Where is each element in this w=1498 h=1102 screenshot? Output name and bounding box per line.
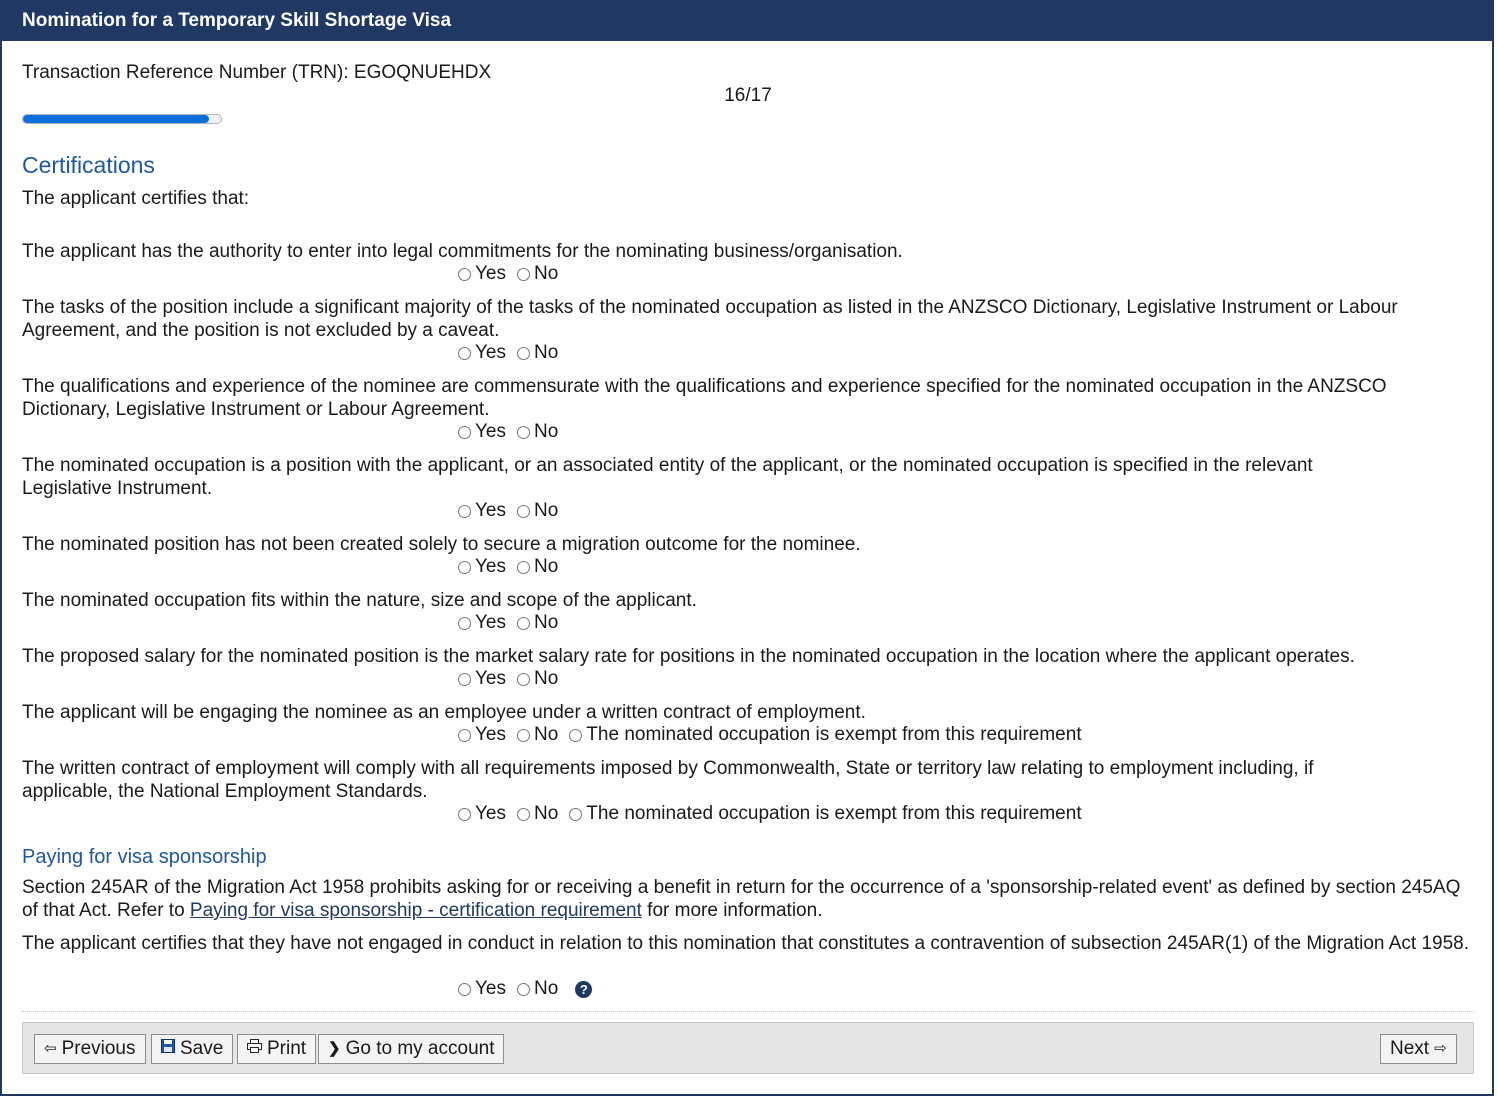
- print-label: Print: [267, 1038, 307, 1059]
- arrow-right-icon: ⇨: [1434, 1040, 1447, 1057]
- radio-no[interactable]: [517, 342, 558, 364]
- radio-circle[interactable]: [517, 673, 530, 686]
- divider: [22, 1011, 1474, 1012]
- radio-circle[interactable]: [517, 808, 530, 821]
- radio-no[interactable]: [517, 803, 558, 825]
- radio-label: Yes: [475, 421, 506, 442]
- account-label: Go to my account: [345, 1038, 495, 1059]
- radio-yes[interactable]: [458, 342, 506, 364]
- radio-circle[interactable]: [458, 729, 471, 742]
- radio-circle[interactable]: [517, 268, 530, 281]
- radio-label: No: [534, 342, 559, 363]
- radio-label: Yes: [475, 556, 506, 577]
- radio-label: Yes: [475, 342, 506, 363]
- radio-no[interactable]: [517, 668, 558, 690]
- footer-button-bar: [22, 1022, 1474, 1074]
- radio-no[interactable]: [517, 500, 558, 522]
- radio-label: Yes: [475, 724, 506, 745]
- sponsorship-certification-link[interactable]: Paying for visa sponsorship - certification requirement: [189, 900, 642, 921]
- radio-circle[interactable]: [458, 426, 471, 439]
- radio-circle[interactable]: [458, 983, 471, 996]
- save-button[interactable]: [151, 1034, 233, 1064]
- question-options: [458, 668, 569, 690]
- radio-yes[interactable]: [458, 978, 506, 1000]
- radio-circle[interactable]: [458, 268, 471, 281]
- radio-circle[interactable]: [517, 426, 530, 439]
- help-icon[interactable]: ?: [575, 981, 592, 998]
- sponsorship-options: [458, 978, 592, 1000]
- question-text: The applicant will be engaging the nominee as an employee under a written contract of employment.: [22, 702, 866, 723]
- question-options: [458, 556, 569, 578]
- radio-no[interactable]: [517, 724, 558, 746]
- question-text: The nominated occupation fits within the nature, size and scope of the applicant.: [22, 590, 697, 611]
- sponsorship-question-text: The applicant certifies that they have not engaged in conduct in relation to this nomination that constitutes a contravention of subsection 245AR(1) of the Migration Act 1958.: [22, 933, 1469, 954]
- next-label: Next: [1390, 1038, 1430, 1059]
- radio-label: No: [534, 500, 559, 521]
- radio-label: No: [534, 803, 559, 824]
- radio-circle[interactable]: [569, 729, 582, 742]
- print-button[interactable]: [237, 1034, 316, 1064]
- radio-circle[interactable]: [569, 808, 582, 821]
- section-intro: The applicant certifies that:: [22, 188, 250, 209]
- question-text: The qualifications and experience of the nominee are commensurate with the qualifications and experience specified for the nominated occupation in the ANZSCO Dictionary, Legislative Instrument or Labour Agreement.: [22, 376, 1387, 420]
- radio-circle[interactable]: [458, 808, 471, 821]
- radio-no[interactable]: [517, 978, 558, 1000]
- sponsorship-paragraph: [22, 876, 1474, 922]
- question-options: [458, 724, 1093, 746]
- radio-exempt[interactable]: [569, 724, 1081, 746]
- window-title: Nomination for a Temporary Skill Shortage Visa: [0, 0, 1494, 41]
- radio-circle[interactable]: [458, 347, 471, 360]
- question-options: [458, 612, 569, 634]
- arrow-left-icon: ⇦: [44, 1040, 57, 1057]
- radio-yes[interactable]: [458, 668, 506, 690]
- radio-label: Yes: [475, 612, 506, 633]
- radio-label: No: [534, 668, 559, 689]
- go-to-account-button[interactable]: [318, 1034, 504, 1064]
- radio-label: Yes: [475, 803, 506, 824]
- progress-fill: [23, 115, 209, 123]
- radio-yes[interactable]: [458, 803, 506, 825]
- sponsorship-text-after: for more information.: [641, 900, 823, 921]
- chevron-right-icon: ❯: [328, 1040, 341, 1057]
- radio-yes[interactable]: [458, 500, 506, 522]
- radio-label: Yes: [475, 500, 506, 521]
- radio-label: The nominated occupation is exempt from this requirement: [586, 803, 1082, 824]
- radio-circle[interactable]: [517, 505, 530, 518]
- radio-label: Yes: [475, 668, 506, 689]
- sponsorship-title: Paying for visa sponsorship: [22, 846, 267, 868]
- question-options: [458, 500, 569, 522]
- question-text: The applicant has the authority to enter into legal commitments for the nominating business/organisation.: [22, 241, 903, 262]
- radio-label: No: [534, 556, 559, 577]
- previous-button[interactable]: [34, 1034, 146, 1064]
- previous-label: Previous: [61, 1038, 136, 1059]
- radio-circle[interactable]: [517, 561, 530, 574]
- save-label: Save: [180, 1038, 224, 1059]
- trn-text: Transaction Reference Number (TRN): EGOQNUEHDX: [22, 62, 492, 83]
- radio-yes[interactable]: [458, 556, 506, 578]
- radio-circle[interactable]: [517, 617, 530, 630]
- radio-circle[interactable]: [517, 729, 530, 742]
- radio-circle[interactable]: [458, 561, 471, 574]
- radio-yes[interactable]: [458, 421, 506, 443]
- radio-label: No: [534, 263, 559, 284]
- question-options: [458, 263, 569, 285]
- radio-circle[interactable]: [517, 983, 530, 996]
- radio-label: No: [534, 421, 559, 442]
- question-text: The proposed salary for the nominated position is the market salary rate for positions in the nominated occupation in the location where the applicant operates.: [22, 646, 1355, 667]
- question-text: The nominated occupation is a position with the applicant, or an associated entity of the applicant, or the nominated occupation is specified in the relevant Legislative Instrument.: [22, 455, 1313, 499]
- sponsorship-text-before: Section 245AR of the Migration Act 1958 prohibits asking for or receiving a benefit in return for the occurrence of a 'sponsorship-related event' as defined by section 245AQ of that Act. Refer to: [22, 877, 1461, 921]
- radio-label: No: [534, 724, 559, 745]
- question-options: [458, 421, 569, 443]
- radio-no[interactable]: [517, 556, 558, 578]
- radio-no[interactable]: [517, 263, 558, 285]
- radio-exempt[interactable]: [569, 803, 1081, 825]
- radio-yes[interactable]: [458, 724, 506, 746]
- radio-label: Yes: [475, 263, 506, 284]
- question-text: The nominated position has not been created solely to secure a migration outcome for the nominee.: [22, 534, 861, 555]
- printer-icon: [247, 1035, 262, 1063]
- radio-label: No: [534, 978, 559, 999]
- floppy-disk-icon: [161, 1035, 175, 1063]
- question-options: [458, 342, 569, 364]
- radio-label: No: [534, 612, 559, 633]
- question-options: [458, 803, 1093, 825]
- radio-circle[interactable]: [458, 505, 471, 518]
- next-button[interactable]: [1380, 1034, 1457, 1064]
- question-text: The written contract of employment will comply with all requirements imposed by Commonwealth, State or territory law relating to employment including, if applicable, the National Employment Standards.: [22, 758, 1314, 802]
- progress-bar: [22, 114, 222, 124]
- page-counter: 16/17: [724, 85, 772, 106]
- radio-circle[interactable]: [458, 617, 471, 630]
- section-title: Certifications: [22, 152, 155, 178]
- radio-no[interactable]: [517, 612, 558, 634]
- radio-label: The nominated occupation is exempt from this requirement: [586, 724, 1082, 745]
- radio-circle[interactable]: [458, 673, 471, 686]
- question-text: The tasks of the position include a significant majority of the tasks of the nominated occupation as listed in the ANZSCO Dictionary, Legislative Instrument or Labour Agreement, and the position is not excluded by a caveat.: [22, 297, 1398, 341]
- radio-yes[interactable]: [458, 263, 506, 285]
- radio-yes[interactable]: [458, 612, 506, 634]
- radio-circle[interactable]: [517, 347, 530, 360]
- radio-label: Yes: [475, 978, 506, 999]
- radio-no[interactable]: [517, 421, 558, 443]
